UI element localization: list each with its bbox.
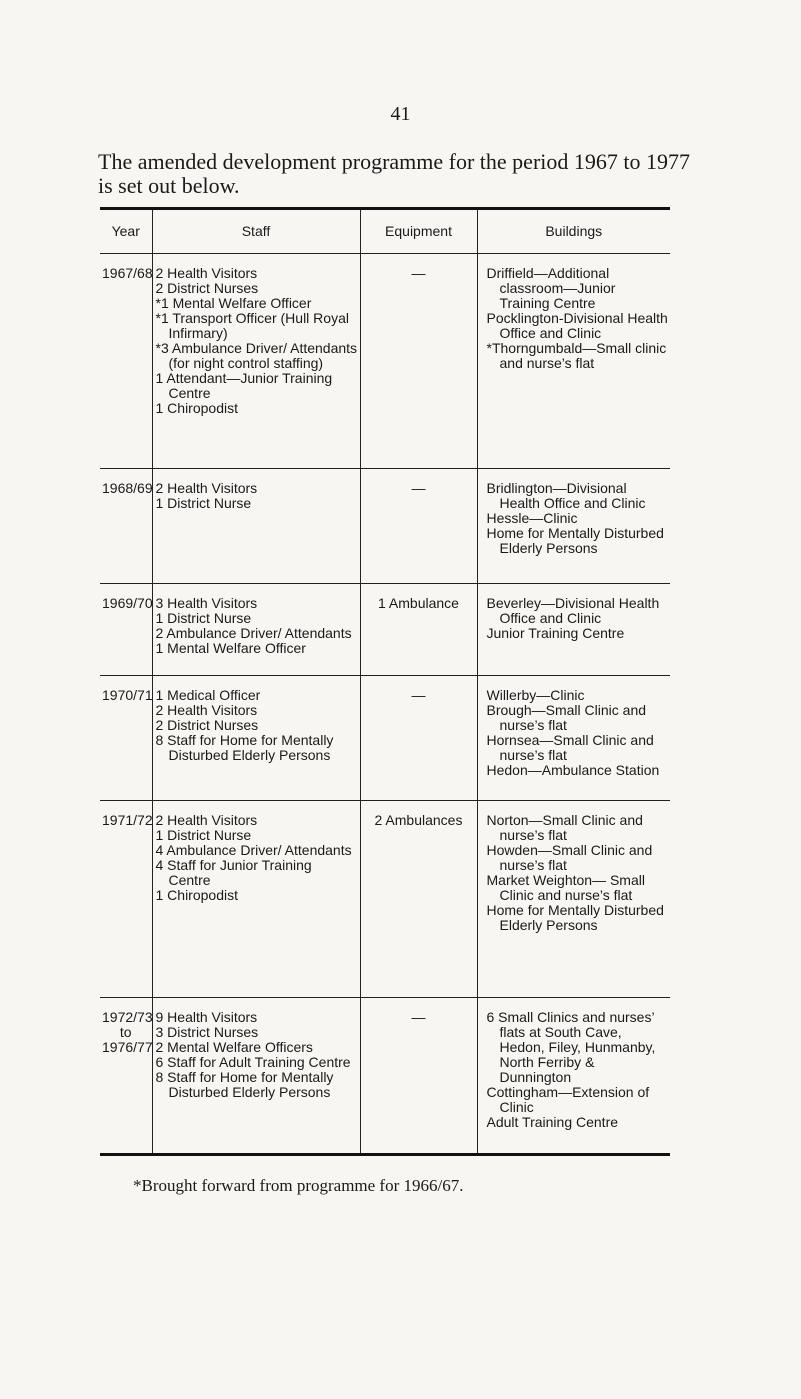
building-item: Howden—Small Clinic and nurse’s flat <box>486 842 653 873</box>
cell-equipment: — <box>360 254 477 469</box>
cell-year <box>100 801 152 998</box>
building-item: Market Weighton— Small Clinic and nurse’s flat <box>486 872 645 903</box>
staff-item: 1 Chiropodist <box>155 400 238 416</box>
staff-item: *1 Mental Welfare Officer <box>155 295 312 311</box>
staff-item: 1 Chiropodist <box>155 887 238 903</box>
year-label: 1971/72 <box>102 812 153 828</box>
cell-equipment: — <box>360 469 477 584</box>
staff-item: 1 District Nurse <box>155 827 252 843</box>
staff-item: 1 Medical Officer <box>155 687 261 703</box>
development-programme-table-wrapper <box>100 207 670 1156</box>
staff-item: 2 Health Visitors <box>155 265 258 281</box>
staff-item: 2 Ambulance Driver/ Attendants <box>155 625 352 641</box>
building-item: Home for Mentally Disturbed Elderly Persons <box>486 902 664 933</box>
building-item: Junior Training Centre <box>486 625 625 641</box>
staff-item: 4 Staff for Junior Training Centre <box>155 857 312 888</box>
year-label: 1969/70 <box>102 595 153 611</box>
table-row <box>100 469 670 584</box>
cell-year <box>100 676 152 801</box>
staff-item: 2 Mental Welfare Officers <box>155 1039 313 1055</box>
intro-paragraph: The amended development programme for the period 1967 to 1977 is set out below. <box>98 149 690 198</box>
cell-year <box>100 584 152 676</box>
cell-staff <box>152 676 360 801</box>
year-label: 1967/68 <box>102 265 153 281</box>
building-item: Home for Mentally Disturbed Elderly Persons <box>486 525 664 556</box>
table-header-row <box>100 209 670 254</box>
staff-item: 1 Attendant—Junior Training Centre <box>155 370 333 401</box>
staff-item: 2 District Nurses <box>155 280 259 296</box>
staff-item: 9 Health Visitors <box>155 1009 258 1025</box>
building-item: Pocklington-Divisional Health Office and Clinic <box>486 310 668 341</box>
staff-item: 2 Health Visitors <box>155 702 258 718</box>
building-item: Hessle—Clinic <box>486 510 578 526</box>
staff-item: 3 Health Visitors <box>155 595 258 611</box>
cell-staff <box>152 469 360 584</box>
table-row <box>100 801 670 998</box>
cell-equipment: — <box>360 998 477 1155</box>
staff-item: *3 Ambulance Driver/ Attendants (for night control staffing) <box>155 340 358 371</box>
header-year: Year <box>111 223 140 239</box>
cell-staff <box>152 998 360 1155</box>
building-item: Hornsea—Small Clinic and nurse’s flat <box>486 732 654 763</box>
cell-buildings <box>477 998 670 1155</box>
cell-staff <box>152 801 360 998</box>
staff-item: 8 Staff for Home for Mentally Disturbed Elderly Persons <box>155 732 334 763</box>
cell-buildings <box>477 584 670 676</box>
staff-item: 1 District Nurse <box>155 610 252 626</box>
staff-item: 1 Mental Welfare Officer <box>155 640 306 656</box>
cell-staff <box>152 254 360 469</box>
footnote: *Brought forward from programme for 1966/67. <box>133 1176 464 1195</box>
table-row <box>100 676 670 801</box>
building-item: Norton—Small Clinic and nurse’s flat <box>486 812 643 843</box>
year-label: 1976/77 <box>102 1039 153 1055</box>
building-item: 6 Small Clinics and nurses’ flats at South Cave, Hedon, Filey, Hunmanby, North Ferriby & Dunnington <box>486 1009 656 1085</box>
building-item: Cottingham—Extension of Clinic <box>486 1084 650 1115</box>
table-row <box>100 998 670 1155</box>
building-item: Beverley—Divisional Health Office and Clinic <box>486 595 660 626</box>
header-equipment: Equipment <box>360 209 477 254</box>
table-row <box>100 254 670 469</box>
cell-buildings <box>477 254 670 469</box>
building-item: *Thorngumbald—Small clinic and nurse’s flat <box>486 340 667 371</box>
year-label: 1970/71 <box>102 687 153 703</box>
staff-item: 6 Staff for Adult Training Centre <box>155 1054 351 1070</box>
cell-buildings <box>477 676 670 801</box>
staff-item: 2 District Nurses <box>155 717 259 733</box>
table-row <box>100 584 670 676</box>
cell-year <box>100 254 152 469</box>
staff-item: *1 Transport Officer (Hull Royal Infirmary) <box>155 310 349 341</box>
cell-year <box>100 998 152 1155</box>
building-item: Hedon—Ambulance Station <box>486 762 660 778</box>
staff-item: 4 Ambulance Driver/ Attendants <box>155 842 352 858</box>
staff-item: 2 Health Visitors <box>155 812 258 828</box>
cell-buildings <box>477 469 670 584</box>
cell-year <box>100 469 152 584</box>
building-item: Bridlington—Divisional Health Office and Clinic <box>486 480 646 511</box>
year-label: to <box>119 1024 132 1040</box>
cell-equipment: 2 Ambulances <box>360 801 477 998</box>
development-programme-table <box>100 207 670 1156</box>
staff-item: 3 District Nurses <box>155 1024 259 1040</box>
building-item: Adult Training Centre <box>486 1114 619 1130</box>
staff-item: 2 Health Visitors <box>155 480 258 496</box>
staff-item: 1 District Nurse <box>155 495 252 511</box>
cell-staff <box>152 584 360 676</box>
staff-item: 8 Staff for Home for Mentally Disturbed Elderly Persons <box>155 1069 334 1100</box>
page-number: 41 <box>390 103 411 125</box>
year-label: 1972/73 <box>102 1009 153 1025</box>
header-staff: Staff <box>152 209 360 254</box>
building-item: Driffield—Additional classroom—Junior Training Centre <box>486 265 616 311</box>
table-body <box>100 254 670 1155</box>
year-label: 1968/69 <box>102 480 153 496</box>
cell-buildings <box>477 801 670 998</box>
building-item: Willerby—Clinic <box>486 687 585 703</box>
header-buildings: Buildings <box>477 209 670 254</box>
cell-equipment: — <box>360 676 477 801</box>
cell-equipment: 1 Ambulance <box>360 584 477 676</box>
building-item: Brough—Small Clinic and nurse’s flat <box>486 702 647 733</box>
